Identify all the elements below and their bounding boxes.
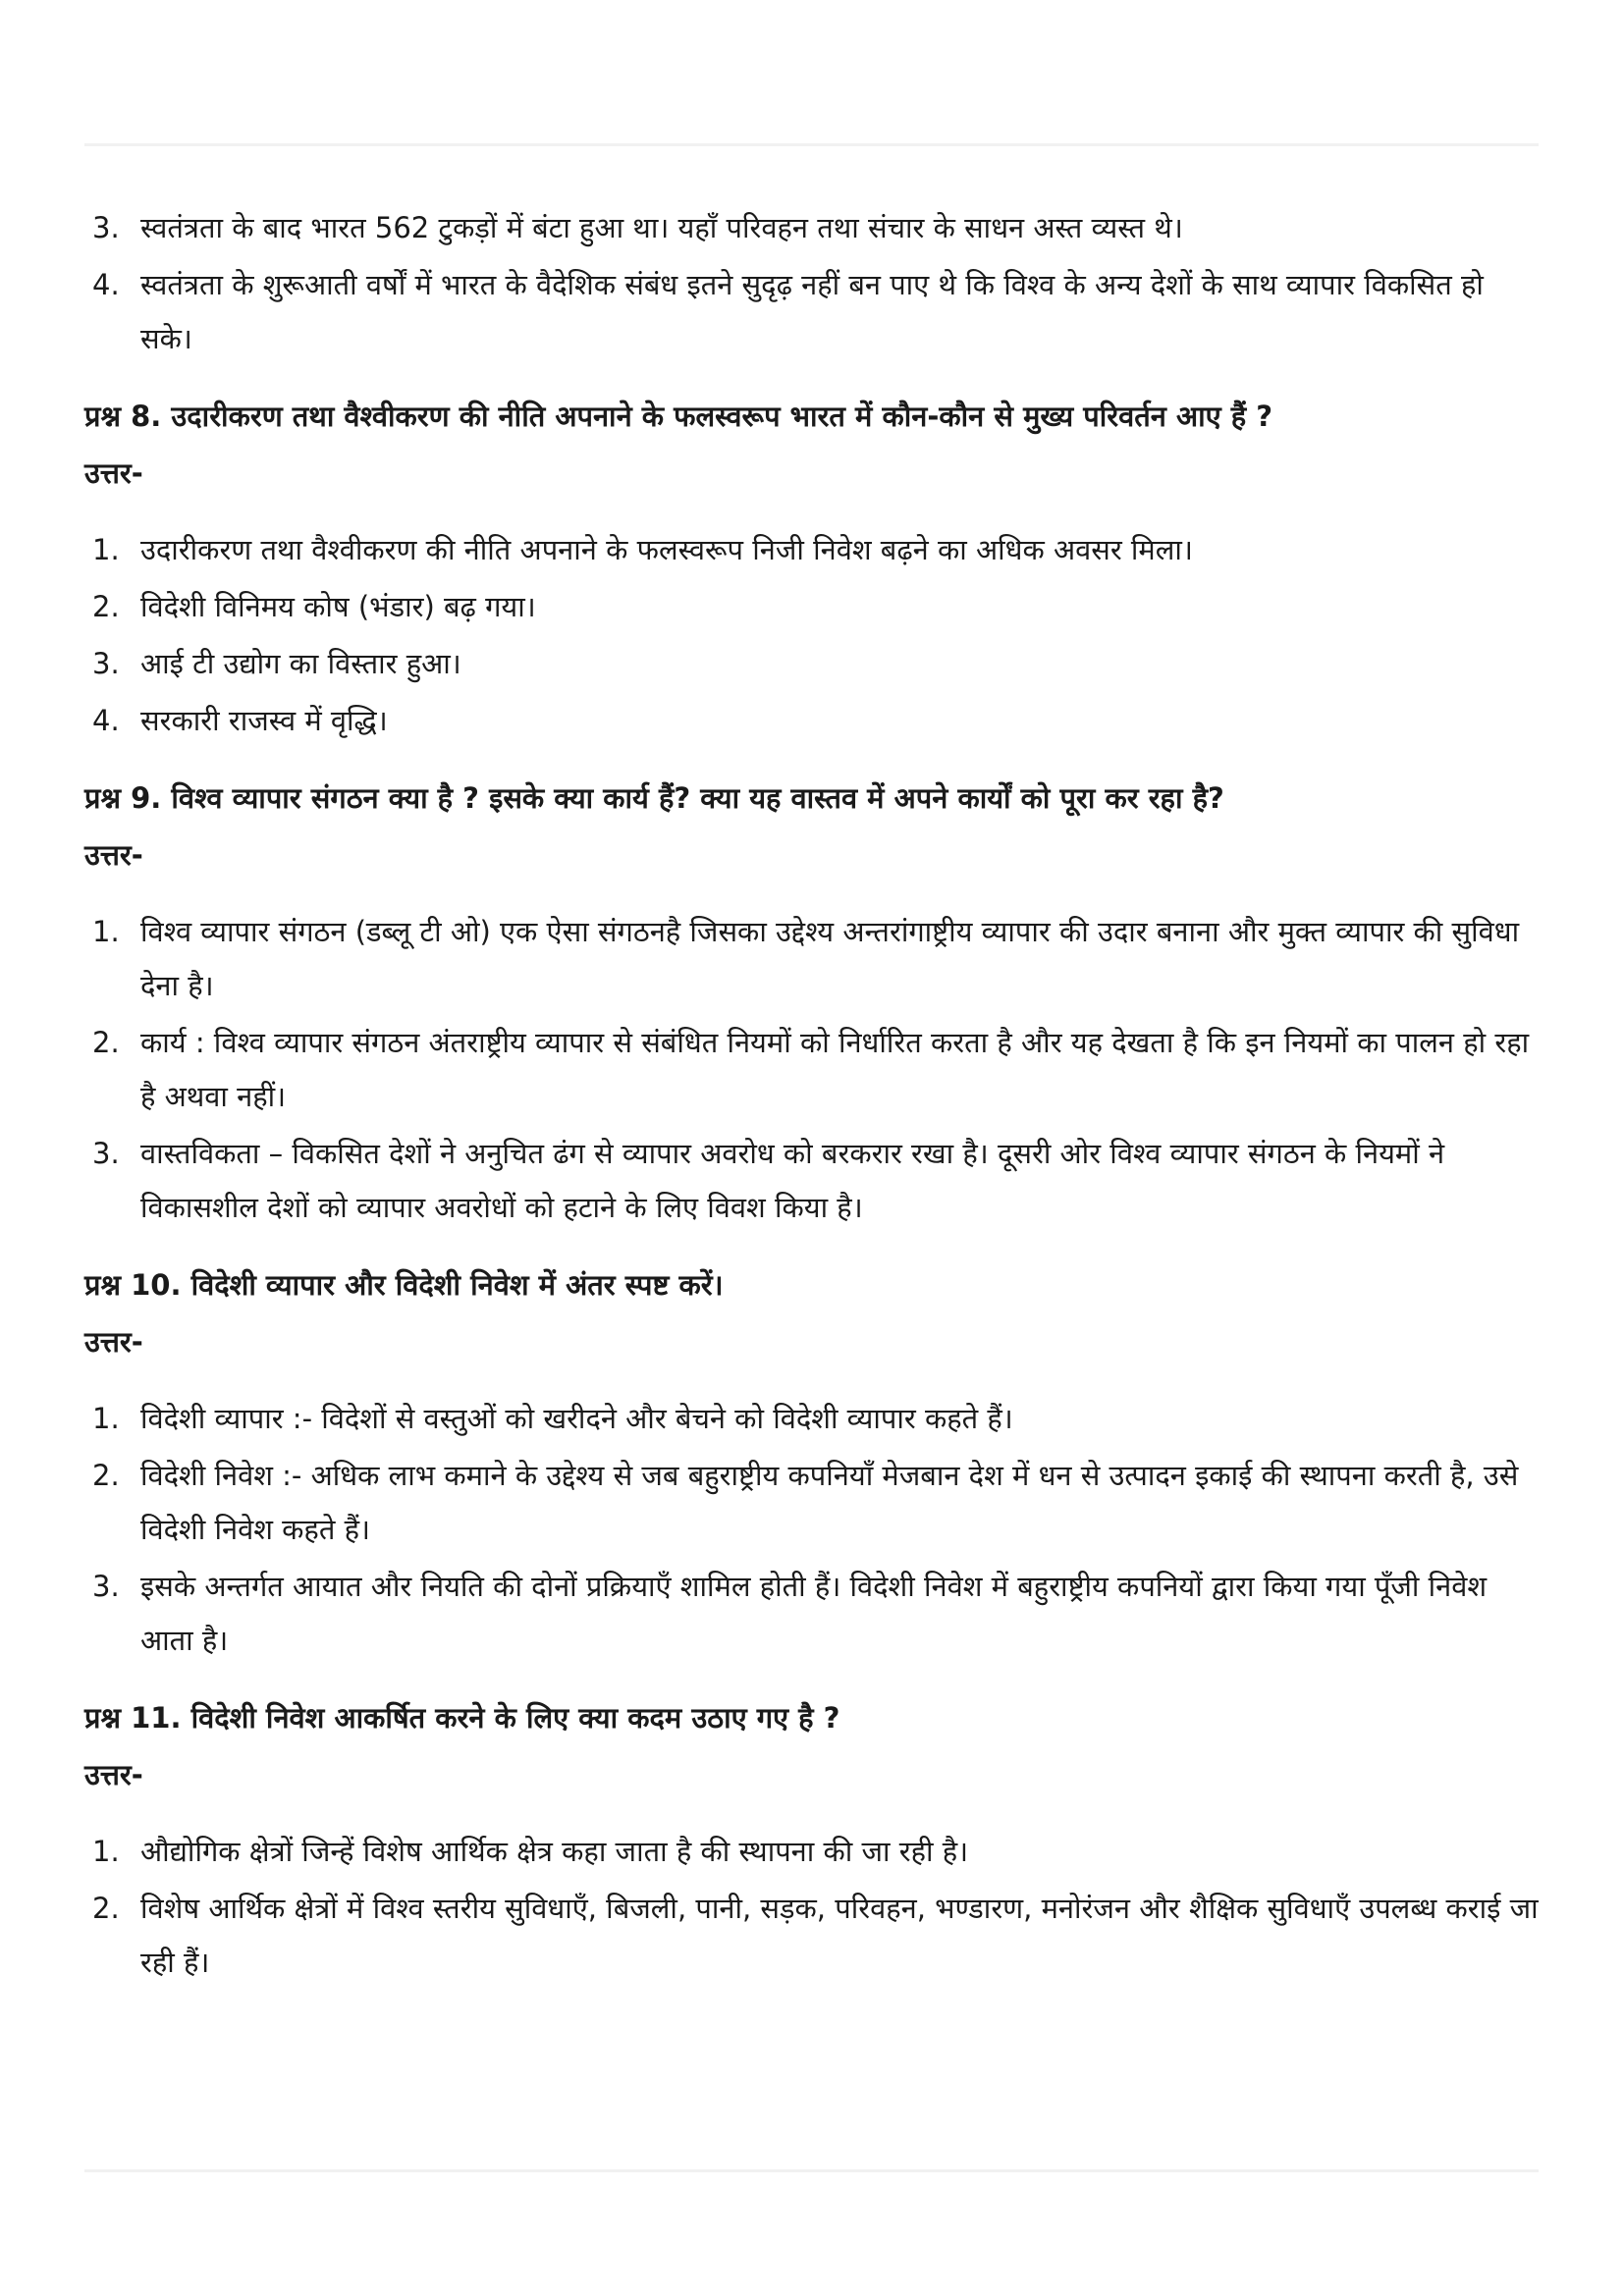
question-block-9: [84, 770, 1539, 1235]
list-item: [84, 201, 1539, 255]
list-item: [84, 1449, 1539, 1557]
list-text: इसके अन्तर्गत आयात और नियति की दोनों प्रक्रियाएँ शामिल होती हैं। विदेशी निवेश में बहुराष्ट्रीय कपनियों द्वारा किया गया पूँजी निवेश आता है।: [140, 1570, 1488, 1657]
question-block-11: [84, 1689, 1539, 1990]
list-number: 2.: [92, 1892, 120, 1925]
list-item: [84, 1560, 1539, 1668]
list-item: [84, 637, 1539, 691]
list-number: 3.: [92, 647, 120, 680]
list-item: [84, 1825, 1539, 1879]
question-heading: प्रश्न 9. विश्व व्यापार संगठन क्या है ? इसके क्या कार्य हैं? क्या यह वास्तव में अपने कार्यों को पूरा कर रहा है?: [84, 781, 1224, 815]
list-text: औद्योगिक क्षेत्रों जिन्हें विशेष आर्थिक क्षेत्र कहा जाता है की स्थापना की जा रही है।: [140, 1835, 969, 1868]
question-heading: प्रश्न 8. उदारीकरण तथा वैश्वीकरण की नीति अपनाने के फलस्वरूप भारत में कौन-कौन से मुख्य परिवर्तन आए हैं ?: [84, 400, 1273, 433]
answer-label: उत्तर-: [84, 838, 143, 872]
list-item: [84, 1127, 1539, 1235]
list-text: सरकारी राजस्व में वृद्धि।: [140, 704, 388, 737]
list-item: [84, 1392, 1539, 1446]
continued-answer-list: [84, 201, 1539, 366]
list-text: विदेशी व्यापार :- विदेशों से वस्तुओं को खरीदने और बेचने को विदेशी व्यापार कहते हैं।: [140, 1402, 1013, 1435]
question-heading: प्रश्न 11. विदेशी निवेश आकर्षित करने के लिए क्या कदम उठाए गए है ?: [84, 1701, 840, 1735]
list-number: 3.: [92, 1570, 120, 1603]
list-number: 4.: [92, 704, 120, 737]
answer-list: [84, 523, 1539, 748]
top-divider: [84, 143, 1539, 146]
list-item: [84, 905, 1539, 1013]
list-text: विशेष आर्थिक क्षेत्रों में विश्व स्तरीय सुविधाएँ, बिजली, पानी, सड़क, परिवहन, भण्डारण, मनोरंजन और शैक्षिक सुविधाएँ उपलब्ध कराई जा रही हैं।: [140, 1892, 1539, 1979]
list-number: 1.: [92, 1402, 120, 1435]
question-heading: प्रश्न 10. विदेशी व्यापार और विदेशी निवेश में अंतर स्पष्ट करें।: [84, 1268, 724, 1302]
list-text: स्वतंत्रता के शुरूआती वर्षों में भारत के वैदेशिक संबंध इतने सुदृढ़ नहीं बन पाए थे कि विश्व के अन्य देशों के साथ व्यापार विकसित हो सके।: [140, 268, 1484, 355]
list-number: 2.: [92, 1026, 120, 1059]
list-number: 2.: [92, 1459, 120, 1492]
answer-list: [84, 1392, 1539, 1668]
list-item: [84, 523, 1539, 577]
question-block-10: [84, 1256, 1539, 1668]
answer-label: उत्तर-: [84, 456, 143, 490]
list-number: 1.: [92, 915, 120, 948]
list-item: [84, 1882, 1539, 1990]
answer-list: [84, 905, 1539, 1235]
list-number: 4.: [92, 268, 120, 301]
answer-list: [84, 1825, 1539, 1990]
list-item: [84, 580, 1539, 634]
list-number: 3.: [92, 1137, 120, 1170]
list-text: विदेशी निवेश :- अधिक लाभ कमाने के उद्देश्य से जब बहुराष्ट्रीय कपनियाँ मेजबान देश में धन से उत्पादन इकाई की स्थापना करती है, उसे विदेशी निवेश कहते हैं।: [140, 1459, 1519, 1546]
list-item: [84, 694, 1539, 748]
list-item: [84, 1016, 1539, 1124]
list-item: [84, 258, 1539, 366]
list-number: 3.: [92, 211, 120, 244]
list-text: विश्व व्यापार संगठन (डब्लू टी ओ) एक ऐसा संगठनहै जिसका उद्देश्य अन्तरांगाष्ट्रीय व्यापार की उदार बनाना और मुक्त व्यापार की सुविधा देना है।: [140, 915, 1520, 1002]
list-text: विदेशी विनिमय कोष (भंडार) बढ़ गया।: [140, 590, 536, 623]
list-number: 2.: [92, 590, 120, 623]
bottom-divider: [84, 2169, 1539, 2172]
list-number: 1.: [92, 533, 120, 566]
question-block-8: [84, 388, 1539, 748]
answer-label: उत्तर-: [84, 1758, 143, 1791]
document-body: [84, 201, 1539, 1993]
answer-label: उत्तर-: [84, 1325, 143, 1359]
list-text: कार्य : विश्व व्यापार संगठन अंतराष्ट्रीय व्यापार से संबंधित नियमों को निर्धारित करता है और यह देखता है कि इन नियमों का पालन हो रहा है अथवा नहीं।: [140, 1026, 1530, 1113]
list-text: आई टी उद्योग का विस्तार हुआ।: [140, 647, 461, 680]
list-number: 1.: [92, 1835, 120, 1868]
list-text: वास्तविकता – विकसित देशों ने अनुचित ढंग से व्यापार अवरोध को बरकरार रखा है। दूसरी ओर विश्व व्यापार संगठन के नियमों ने विकासशील देशों को व्यापार अवरोधों को हटाने के लिए विवश किया है।: [140, 1137, 1445, 1224]
list-text: स्वतंत्रता के बाद भारत 562 टुकड़ों में बंटा हुआ था। यहाँ परिवहन तथा संचार के साधन अस्त व्यस्त थे।: [140, 211, 1183, 244]
list-text: उदारीकरण तथा वैश्वीकरण की नीति अपनाने के फलस्वरूप निजी निवेश बढ़ने का अधिक अवसर मिला।: [140, 533, 1193, 566]
